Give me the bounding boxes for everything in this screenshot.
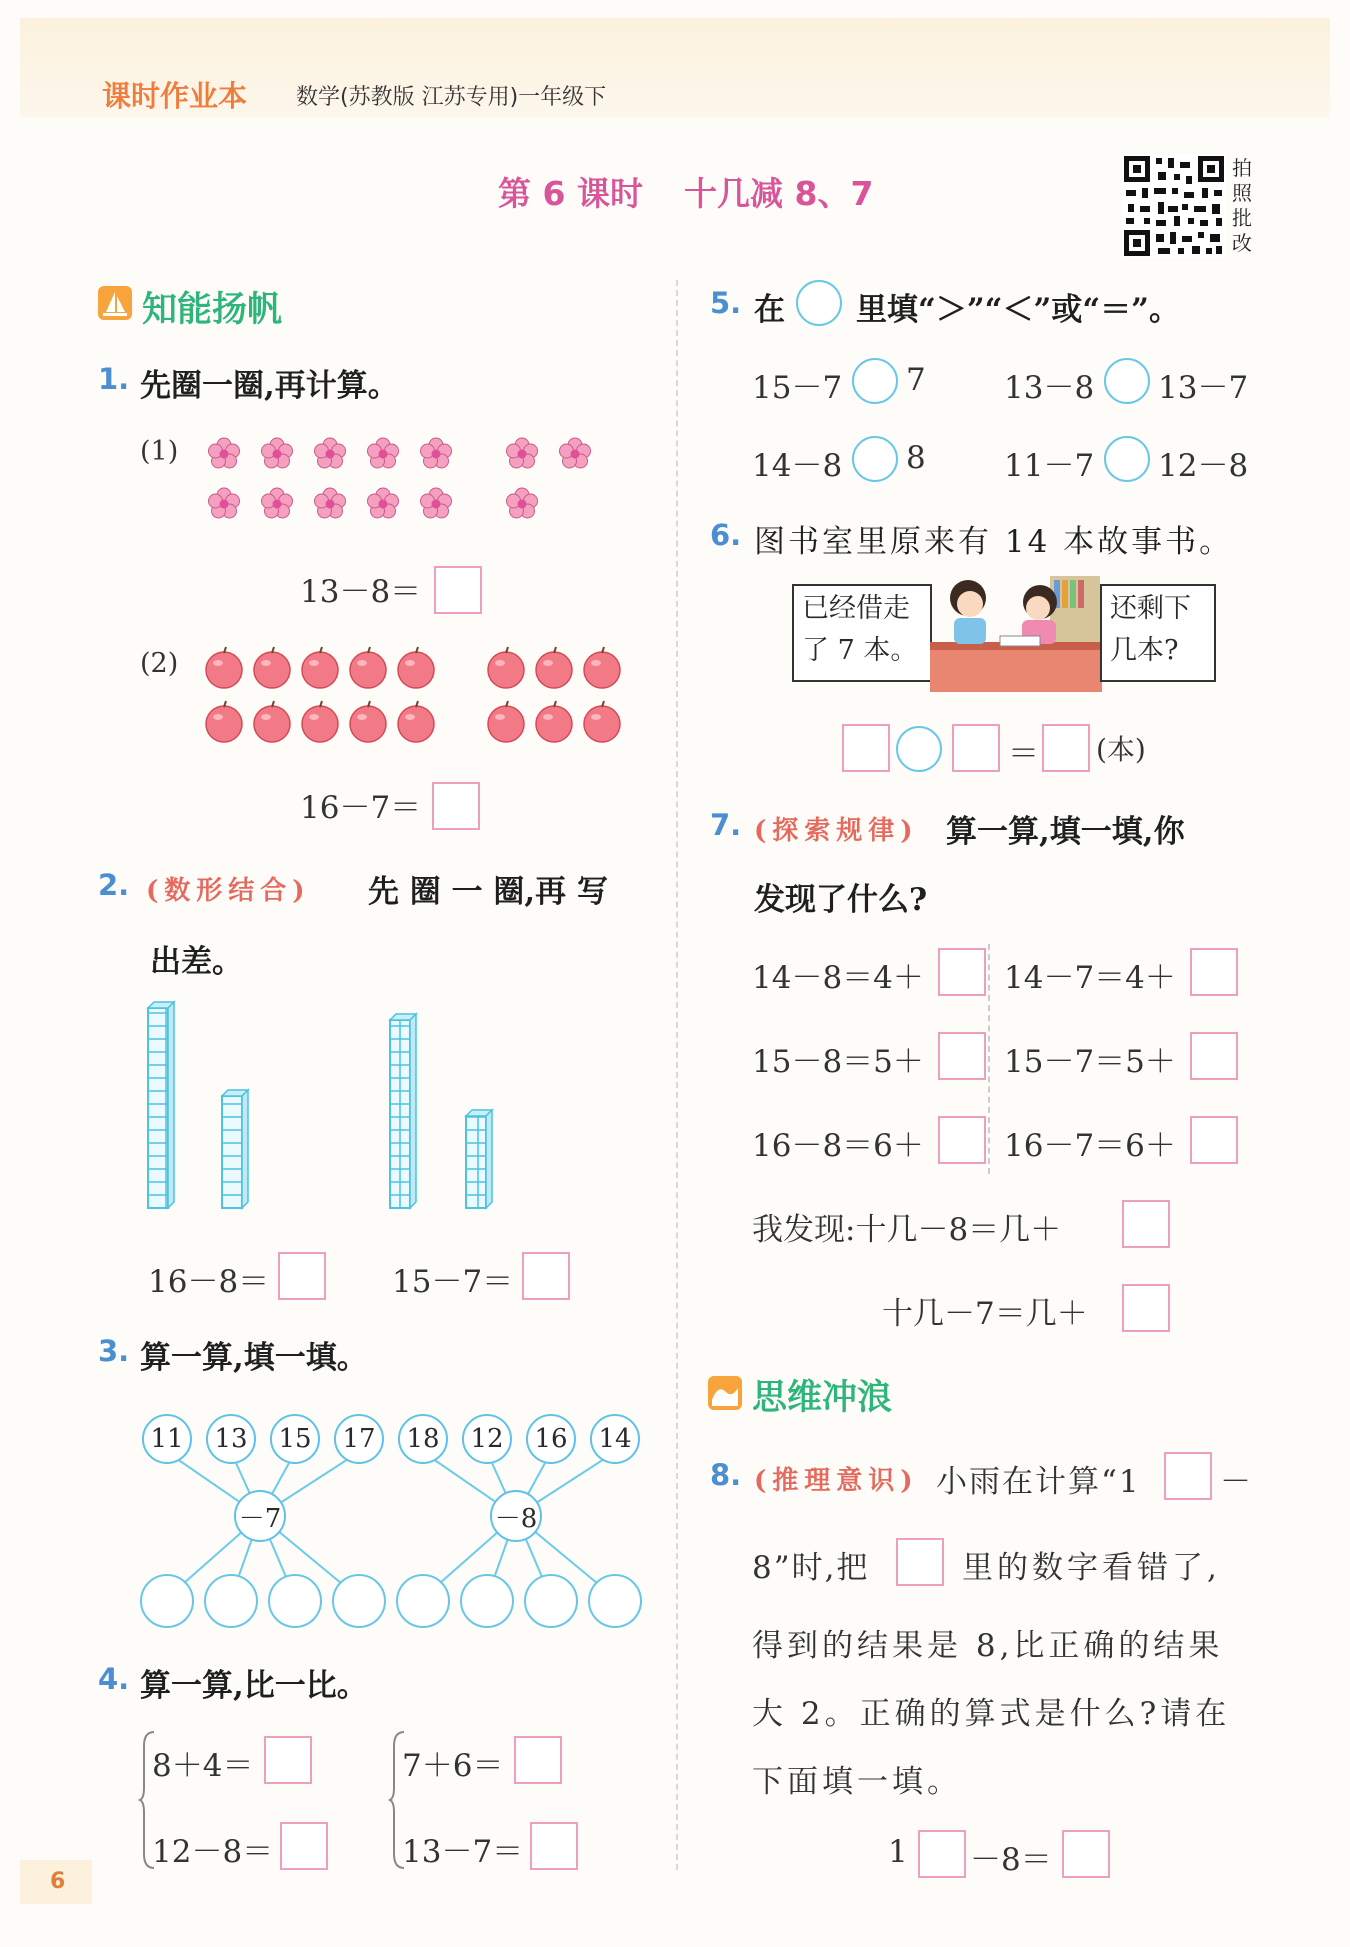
q3-answer-circle[interactable]: [396, 1574, 450, 1628]
brand-title: 课时作业本: [102, 79, 248, 113]
q8-line4: 大 2。正确的算式是什么?请在: [752, 1696, 1231, 1732]
flower-icon: [421, 488, 452, 518]
q7-row2-right: 15－7＝5＋: [1004, 1044, 1176, 1080]
q4-expr-4: 13－7＝: [402, 1834, 524, 1870]
block-stack-16: [148, 1002, 174, 1208]
answer-box[interactable]: [514, 1736, 562, 1784]
q3-text: 算一算,填一填。: [140, 1340, 368, 1376]
q4-expr-3: 7＋6＝: [402, 1748, 504, 1784]
answer-box[interactable]: [278, 1252, 326, 1300]
lesson-topic: 十几减 8、7: [684, 174, 874, 213]
q7-row1-right: 14－7＝4＋: [1004, 960, 1176, 996]
q5-d-left: 11－7: [1004, 448, 1095, 484]
q2-equation-1: 16－8＝: [148, 1264, 270, 1300]
q5-a-left: 15－7: [752, 370, 843, 406]
apple-icon: [206, 647, 242, 688]
compare-circle-sample: [796, 280, 842, 326]
answer-box[interactable]: [264, 1736, 312, 1784]
answer-box[interactable]: [1190, 1116, 1238, 1164]
block-stack-15: [390, 1014, 416, 1208]
page-number: 6: [20, 1860, 92, 1904]
apple-icon: [254, 647, 290, 688]
apple-icon: [254, 701, 290, 742]
q3-answer-circle[interactable]: [268, 1574, 322, 1628]
q3-number-circle: 12: [462, 1414, 512, 1464]
apple-icon: [584, 647, 620, 688]
q6-equals: ＝: [1008, 736, 1039, 772]
q8-eq-mid: －8＝: [970, 1842, 1052, 1878]
q3-number-circle: 17: [334, 1414, 384, 1464]
q2-tag: (数形结合): [146, 876, 311, 906]
q5-post: 里填“＞”“＜”或“＝”。: [856, 292, 1180, 328]
answer-box[interactable]: [434, 566, 482, 614]
answer-box[interactable]: [938, 1032, 986, 1080]
q3-answer-circle[interactable]: [524, 1574, 578, 1628]
answer-box[interactable]: [938, 948, 986, 996]
q8-number: 8.: [710, 1458, 742, 1492]
book-subtitle: 数学(苏教版 江苏专用)一年级下: [296, 85, 607, 110]
compare-circle[interactable]: [852, 436, 898, 482]
q2-text: 先 圈 一 圈,再 写: [368, 874, 608, 910]
compare-circle[interactable]: [1104, 358, 1150, 404]
q8-line5: 下面填一填。: [752, 1764, 962, 1800]
answer-box[interactable]: [1190, 948, 1238, 996]
q5-number: 5.: [710, 286, 742, 320]
q1-text: 先圈一圈,再计算。: [140, 368, 399, 404]
answer-box[interactable]: [918, 1830, 966, 1878]
flower-icon: [315, 488, 346, 518]
apple-icon: [536, 647, 572, 688]
q1-part2-label: (2): [140, 648, 179, 679]
column-divider: [676, 280, 678, 1870]
flower-group: [200, 430, 610, 530]
q8-line1-minus: －: [1220, 1464, 1251, 1500]
q4-expr-2: 12－8＝: [152, 1834, 274, 1870]
flower-icon: [368, 438, 399, 468]
apple-icon: [350, 701, 386, 742]
q3-number-circle: 13: [206, 1414, 256, 1464]
speech-bubble-remaining: 还剩下 几本?: [1100, 584, 1216, 682]
q1-part1-equation: 13－8＝: [300, 574, 422, 610]
answer-box[interactable]: [280, 1822, 328, 1870]
base-ten-blocks: [140, 1000, 520, 1220]
answer-box[interactable]: [1122, 1200, 1170, 1248]
q1-part2-equation: 16－7＝: [300, 790, 422, 826]
flower-icon: [209, 438, 240, 468]
compare-circle[interactable]: [1104, 436, 1150, 482]
q5-b-right: 13－7: [1158, 370, 1249, 406]
q3-number-circle: 16: [526, 1414, 576, 1464]
q6-unit: (本): [1096, 733, 1146, 766]
apple-icon: [302, 647, 338, 688]
q8-line1: 小雨在计算“1: [936, 1464, 1141, 1500]
q3-number: 3.: [98, 1334, 130, 1368]
lesson-number: 第 6 课时: [498, 174, 643, 213]
q7-divider: [988, 944, 990, 1174]
answer-box[interactable]: [1164, 1452, 1212, 1500]
answer-box[interactable]: [952, 724, 1000, 772]
apple-group: [200, 644, 630, 744]
q7-number: 7.: [710, 808, 742, 842]
q2-equation-2: 15－7＝: [392, 1264, 514, 1300]
answer-box[interactable]: [522, 1252, 570, 1300]
q3-number-circle: 18: [398, 1414, 448, 1464]
q4-expr-1: 8＋4＝: [152, 1748, 254, 1784]
q5-c-right: 8: [906, 440, 926, 476]
q5-pre: 在: [754, 292, 785, 328]
flower-icon: [507, 438, 538, 468]
q7-row3-left: 16－8＝6＋: [752, 1128, 924, 1164]
q7-text: 算一算,填一填,你: [946, 814, 1185, 850]
answer-box[interactable]: [1042, 724, 1090, 772]
answer-box[interactable]: [1190, 1032, 1238, 1080]
apple-icon: [398, 647, 434, 688]
speech-bubble-borrowed: 已经借走 了 7 本。: [792, 584, 932, 682]
flower-icon: [209, 488, 240, 518]
q3-operator-circle: －7: [234, 1490, 286, 1542]
library-scene-illustration: [930, 572, 1102, 692]
apple-icon: [584, 701, 620, 742]
q7-finding-1: 我发现:十几－8＝几＋: [752, 1212, 1062, 1248]
q3-answer-circle[interactable]: [140, 1574, 194, 1628]
flower-icon: [368, 488, 399, 518]
apple-icon: [488, 701, 524, 742]
q3-number-circle: 15: [270, 1414, 320, 1464]
section-title-knowledge: 知能扬帆: [142, 290, 283, 330]
q3-answer-circle[interactable]: [460, 1574, 514, 1628]
q5-d-right: 12－8: [1158, 448, 1249, 484]
sail-icon: [98, 286, 132, 320]
section-title-thinking: 思维冲浪: [752, 1378, 893, 1418]
flower-icon: [262, 438, 293, 468]
q6-text: 图书室里原来有 14 本故事书。: [754, 524, 1234, 560]
apple-icon: [488, 647, 524, 688]
q7-tag: (探索规律): [754, 816, 919, 846]
q6-number: 6.: [710, 518, 742, 552]
apple-icon: [398, 701, 434, 742]
q4-number: 4.: [98, 1662, 130, 1696]
block-stack-8: [222, 1090, 248, 1208]
q3-answer-circle[interactable]: [332, 1574, 386, 1628]
flower-icon: [262, 488, 293, 518]
q4-text: 算一算,比一比。: [140, 1668, 368, 1704]
operator-circle[interactable]: [896, 726, 942, 772]
answer-box[interactable]: [1062, 1830, 1110, 1878]
q3-answer-circle[interactable]: [204, 1574, 258, 1628]
flower-icon: [421, 438, 452, 468]
apple-icon: [350, 647, 386, 688]
q5-c-left: 14－8: [752, 448, 843, 484]
apple-icon: [302, 701, 338, 742]
q3-answer-circle[interactable]: [588, 1574, 642, 1628]
q7-text-2: 发现了什么?: [754, 882, 928, 918]
q8-line2b: 里的数字看错了,: [962, 1550, 1221, 1586]
flower-icon: [315, 438, 346, 468]
q2-number: 2.: [98, 868, 130, 902]
block-stack-7: [466, 1110, 492, 1208]
q3-number-circle: 11: [142, 1414, 192, 1464]
q3-operator-circle: －8: [490, 1490, 542, 1542]
qr-code-icon[interactable]: [1122, 154, 1226, 258]
answer-box[interactable]: [842, 724, 890, 772]
answer-box[interactable]: [432, 782, 480, 830]
q8-line3: 得到的结果是 8,比正确的结果: [752, 1628, 1224, 1664]
q5-b-left: 13－8: [1004, 370, 1095, 406]
q8-eq-prefix: 1: [888, 1834, 908, 1870]
flower-icon: [560, 438, 591, 468]
q1-number: 1.: [98, 362, 130, 396]
q8-line2a: 8”时,把: [752, 1550, 870, 1586]
qr-label: 拍 照 批 改: [1232, 156, 1252, 255]
wave-icon: [708, 1376, 742, 1410]
q7-row1-left: 14－8＝4＋: [752, 960, 924, 996]
answer-box[interactable]: [938, 1116, 986, 1164]
apple-icon: [536, 701, 572, 742]
apple-icon: [206, 701, 242, 742]
q7-row3-right: 16－7＝6＋: [1004, 1128, 1176, 1164]
q1-part1-label: (1): [140, 436, 179, 467]
q2-text-2: 出差。: [150, 944, 243, 980]
q3-number-circle: 14: [590, 1414, 640, 1464]
answer-box[interactable]: [1122, 1284, 1170, 1332]
q8-tag: (推理意识): [754, 1466, 919, 1496]
answer-box[interactable]: [896, 1538, 944, 1586]
flower-icon: [507, 488, 538, 518]
q5-a-right: 7: [906, 362, 926, 398]
answer-box[interactable]: [530, 1822, 578, 1870]
q7-row2-left: 15－8＝5＋: [752, 1044, 924, 1080]
compare-circle[interactable]: [852, 358, 898, 404]
q7-finding-2: 十几－7＝几＋: [882, 1296, 1088, 1332]
